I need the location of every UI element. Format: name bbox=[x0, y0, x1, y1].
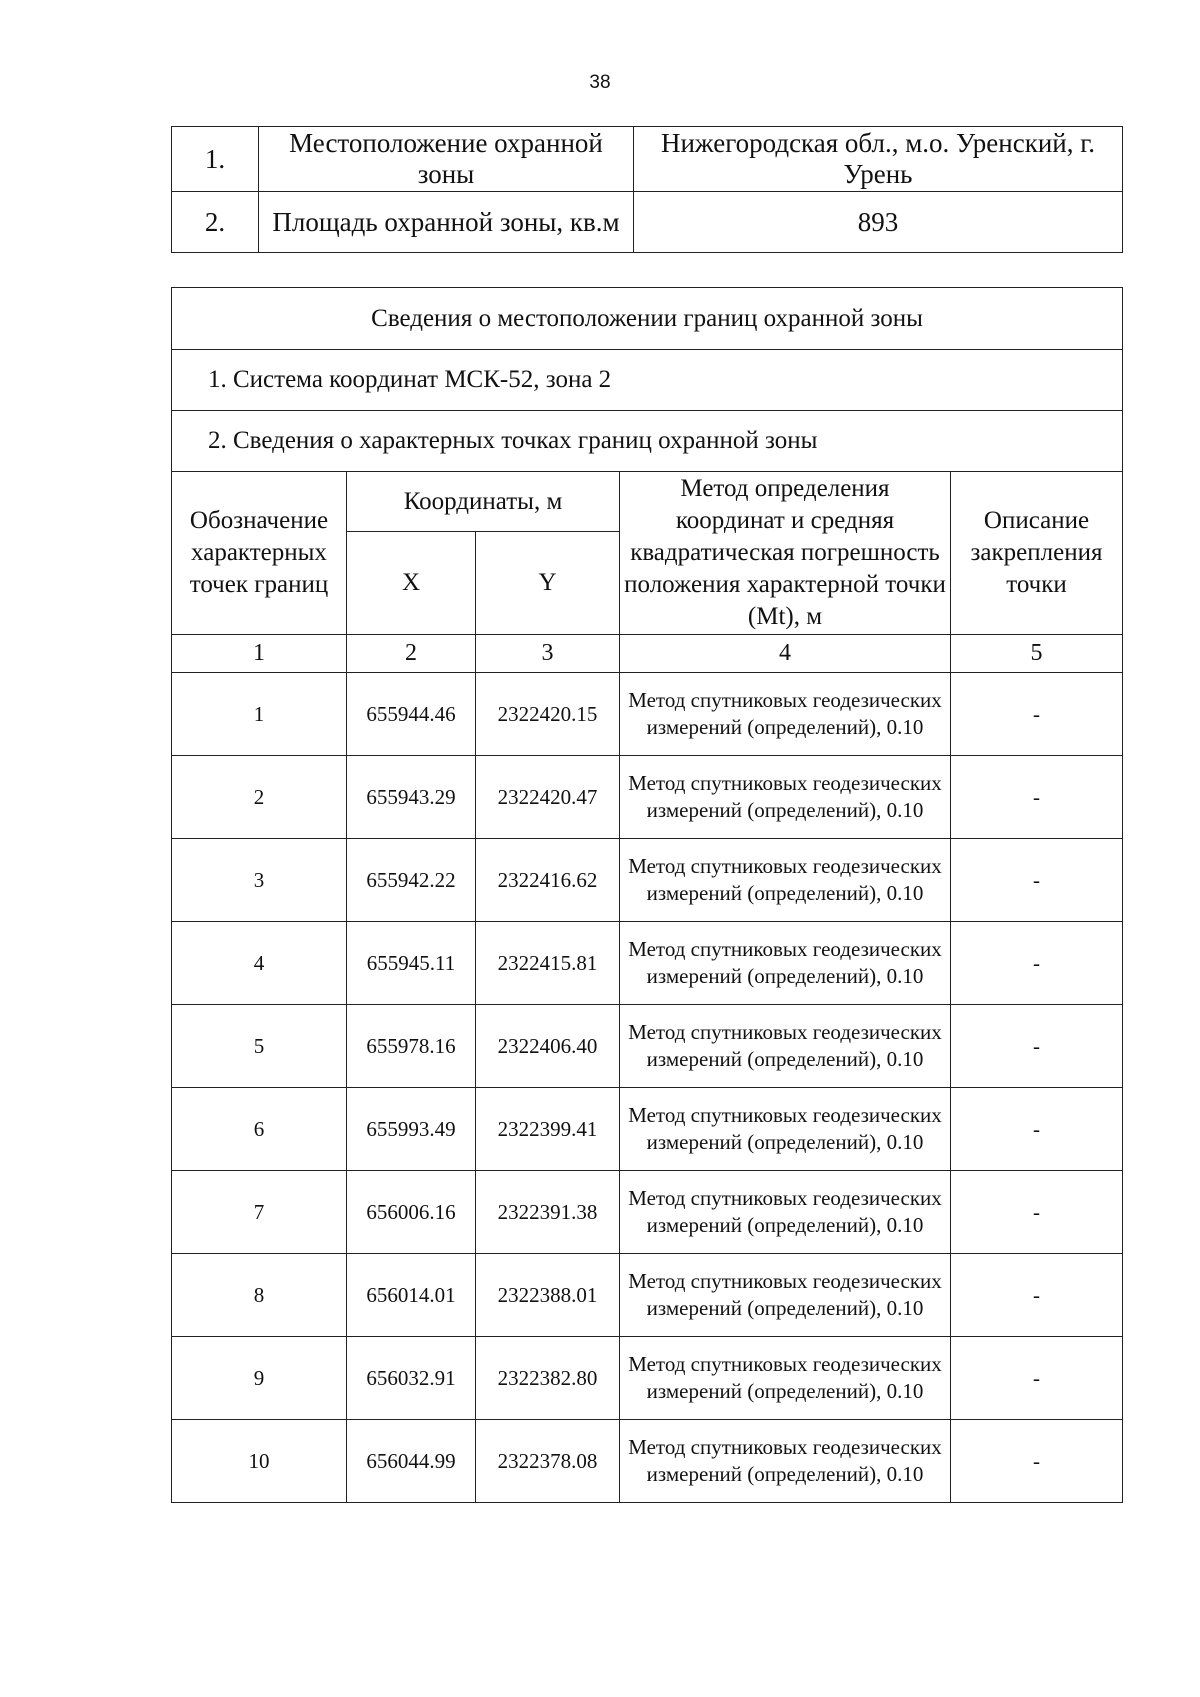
point-designation: 3 bbox=[172, 839, 347, 922]
column-number: 5 bbox=[951, 635, 1123, 673]
point-designation: 6 bbox=[172, 1088, 347, 1171]
column-number: 1 bbox=[172, 635, 347, 673]
coord-x: 655978.16 bbox=[347, 1005, 476, 1088]
point-designation: 4 bbox=[172, 922, 347, 1005]
coord-y: 2322388.01 bbox=[476, 1254, 620, 1337]
point-description: - bbox=[951, 1088, 1123, 1171]
zone-area-value: 893 bbox=[634, 192, 1123, 253]
point-description: - bbox=[951, 1171, 1123, 1254]
point-designation: 7 bbox=[172, 1171, 347, 1254]
header-x: X bbox=[347, 532, 476, 635]
coord-x: 656032.91 bbox=[347, 1337, 476, 1420]
point-description: - bbox=[951, 1420, 1123, 1503]
zone-info-table bbox=[171, 126, 1123, 253]
method: Метод спутниковых геодезических измерений (определений), 0.10 bbox=[620, 839, 951, 922]
point-designation: 10 bbox=[172, 1420, 347, 1503]
coord-x: 655942.22 bbox=[347, 839, 476, 922]
table-row bbox=[172, 1171, 1123, 1254]
header-method: Метод определения координат и средняя квадратическая погрешность положения характерной точки (Mt), м bbox=[620, 472, 951, 635]
coord-y: 2322406.40 bbox=[476, 1005, 620, 1088]
table-row bbox=[172, 1337, 1123, 1420]
table-row bbox=[172, 839, 1123, 922]
point-description: - bbox=[951, 673, 1123, 756]
coord-y: 2322420.15 bbox=[476, 673, 620, 756]
coord-x: 656014.01 bbox=[347, 1254, 476, 1337]
points-heading: 2. Сведения о характерных точках границ охранной зоны bbox=[172, 411, 1123, 472]
coord-x: 656006.16 bbox=[347, 1171, 476, 1254]
table-row bbox=[172, 673, 1123, 756]
table-row bbox=[172, 756, 1123, 839]
point-description: - bbox=[951, 922, 1123, 1005]
boundary-points-table bbox=[171, 287, 1123, 1503]
point-designation: 2 bbox=[172, 756, 347, 839]
method: Метод спутниковых геодезических измерений (определений), 0.10 bbox=[620, 1337, 951, 1420]
coord-y: 2322382.80 bbox=[476, 1337, 620, 1420]
method: Метод спутниковых геодезических измерений (определений), 0.10 bbox=[620, 1171, 951, 1254]
coord-y: 2322415.81 bbox=[476, 922, 620, 1005]
coord-y: 2322378.08 bbox=[476, 1420, 620, 1503]
coord-x: 656044.99 bbox=[347, 1420, 476, 1503]
method: Метод спутниковых геодезических измерений (определений), 0.10 bbox=[620, 673, 951, 756]
header-designation: Обозначение характерных точек границ bbox=[172, 472, 347, 635]
zone-location-value: Нижегородская обл., м.о. Уренский, г. Урень bbox=[634, 127, 1123, 192]
method: Метод спутниковых геодезических измерений (определений), 0.10 bbox=[620, 756, 951, 839]
table-row bbox=[172, 1420, 1123, 1503]
point-designation: 8 bbox=[172, 1254, 347, 1337]
method: Метод спутниковых геодезических измерений (определений), 0.10 bbox=[620, 922, 951, 1005]
table-title: Сведения о местоположении границ охранной зоны bbox=[172, 288, 1123, 350]
table-row bbox=[172, 192, 1123, 253]
header-y: Y bbox=[476, 532, 620, 635]
column-number: 4 bbox=[620, 635, 951, 673]
coord-y: 2322391.38 bbox=[476, 1171, 620, 1254]
zone-area-label: Площадь охранной зоны, кв.м bbox=[259, 192, 634, 253]
coord-x: 655943.29 bbox=[347, 756, 476, 839]
point-designation: 9 bbox=[172, 1337, 347, 1420]
method: Метод спутниковых геодезических измерений (определений), 0.10 bbox=[620, 1254, 951, 1337]
column-number: 3 bbox=[476, 635, 620, 673]
point-description: - bbox=[951, 1254, 1123, 1337]
method: Метод спутниковых геодезических измерений (определений), 0.10 bbox=[620, 1005, 951, 1088]
method: Метод спутниковых геодезических измерений (определений), 0.10 bbox=[620, 1420, 951, 1503]
table-row bbox=[172, 1088, 1123, 1171]
coord-y: 2322420.47 bbox=[476, 756, 620, 839]
coordinate-system: 1. Система координат МСК-52, зона 2 bbox=[172, 350, 1123, 411]
method: Метод спутниковых геодезических измерений (определений), 0.10 bbox=[620, 1088, 951, 1171]
table-row bbox=[172, 922, 1123, 1005]
column-number: 2 bbox=[347, 635, 476, 673]
coord-x: 655993.49 bbox=[347, 1088, 476, 1171]
point-description: - bbox=[951, 756, 1123, 839]
table-row bbox=[172, 127, 1123, 192]
table-row bbox=[172, 1005, 1123, 1088]
coord-y: 2322399.41 bbox=[476, 1088, 620, 1171]
header-coordinates: Координаты, м bbox=[347, 472, 620, 532]
header-description: Описание закрепления точки bbox=[951, 472, 1123, 635]
point-description: - bbox=[951, 1005, 1123, 1088]
row-number: 2. bbox=[172, 192, 259, 253]
coord-x: 655945.11 bbox=[347, 922, 476, 1005]
coord-y: 2322416.62 bbox=[476, 839, 620, 922]
coord-x: 655944.46 bbox=[347, 673, 476, 756]
row-number: 1. bbox=[172, 127, 259, 192]
point-description: - bbox=[951, 839, 1123, 922]
point-designation: 1 bbox=[172, 673, 347, 756]
zone-location-label: Местоположение охранной зоны bbox=[259, 127, 634, 192]
page-number: 38 bbox=[589, 72, 611, 93]
point-description: - bbox=[951, 1337, 1123, 1420]
point-designation: 5 bbox=[172, 1005, 347, 1088]
table-row bbox=[172, 1254, 1123, 1337]
